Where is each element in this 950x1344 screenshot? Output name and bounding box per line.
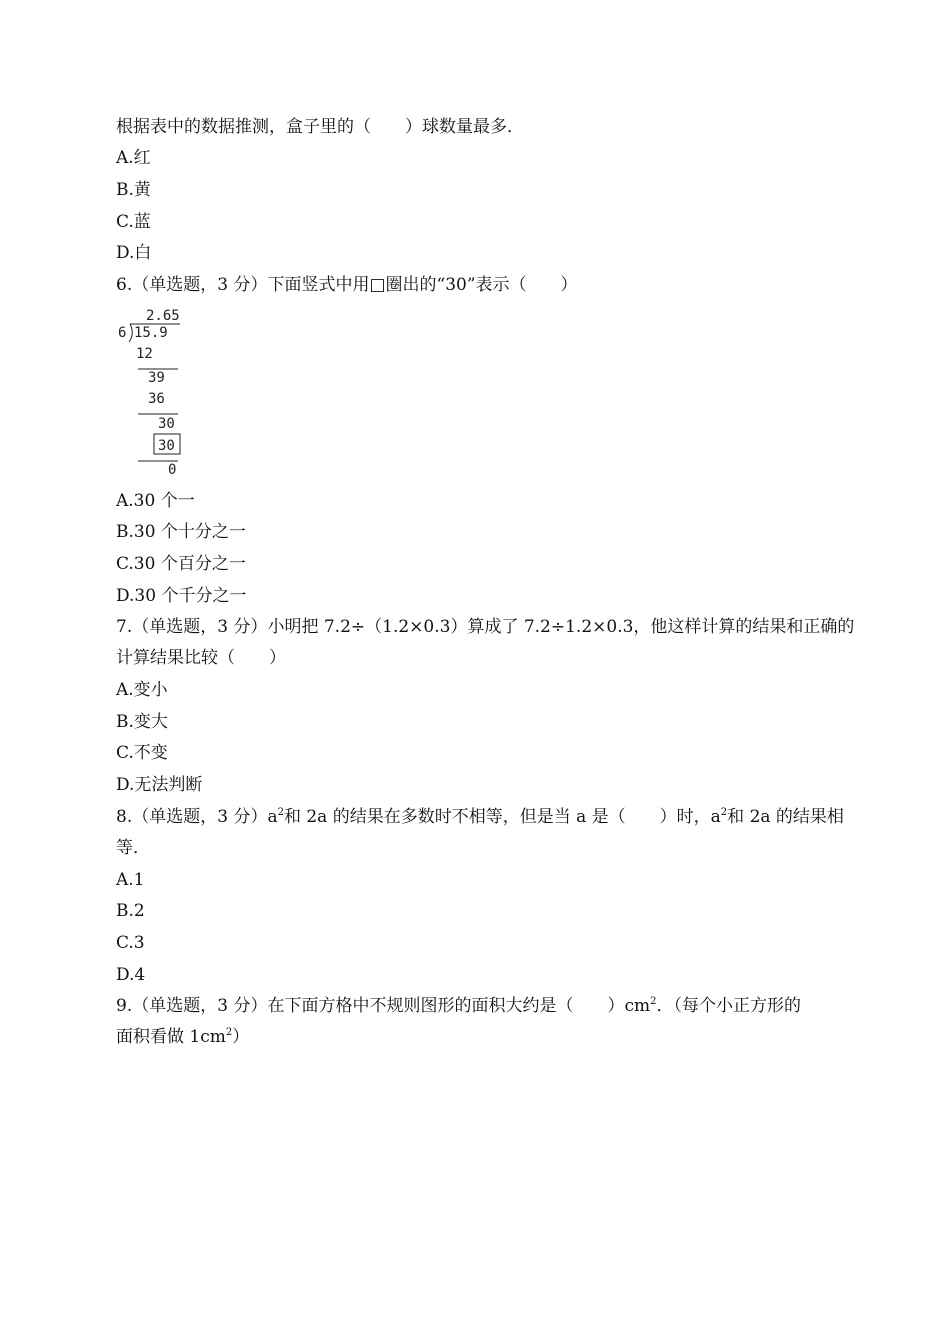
q9-stem-line2 [116,1027,249,1047]
division-quotient: 2.65 [146,308,180,324]
q8-option-b[interactable]: B.2 [116,901,145,921]
q7-stem-line2: 计算结果比较（ ） [116,648,286,668]
q6-option-c[interactable]: C.30 个百分之一 [116,554,246,574]
division-divisor: 6 [118,325,127,341]
q7-stem-line1: 7.（单选题，3 分）小明把 7.2÷（1.2×0.3）算成了 7.2÷1.2×0.3，他这样计算的结果和正确的 [116,617,855,637]
q9-stem-part3: 面积看做 1cm [116,1027,226,1047]
q8-stem-line1 [116,807,844,827]
q8-stem-part1: 8.（单选题，3 分）a [116,807,278,827]
q5-stem: 根据表中的数据推测，盒子里的（ ）球数量最多． [116,117,524,137]
q9-stem-line1 [116,996,801,1016]
q5-option-a[interactable]: A.红 [116,148,151,168]
q8-option-a[interactable]: A.1 [116,870,145,890]
q8-stem-part3: 和 2a 的结果相 [727,807,844,827]
division-dividend: 15.9 [134,325,168,341]
division-step-1: 12 [136,346,153,362]
q9-exponent-2: 2 [225,1027,233,1038]
long-division-figure [116,308,196,478]
q9-stem-part1: 9.（单选题，3 分）在下面方格中不规则图形的面积大约是（ ）cm [116,996,651,1016]
q9-stem-part4: ） [232,1027,250,1047]
q8-option-d[interactable]: D.4 [116,965,146,985]
division-remainder: 0 [168,462,177,478]
q5-option-d[interactable]: D.白 [116,243,152,263]
division-step-5-boxed: 30 [158,438,175,454]
division-step-2: 39 [148,370,165,386]
q7-option-a[interactable]: A.变小 [116,680,168,700]
q7-option-b[interactable]: B.变大 [116,712,168,732]
division-step-4: 30 [158,416,175,432]
q9-exponent-1: 2 [650,996,657,1007]
q6-option-a[interactable]: A.30 个一 [116,491,195,511]
q6-option-b[interactable]: B.30 个十分之一 [116,522,246,542]
q6-stem: 6.（单选题，3 分）下面竖式中用□圈出的“30”表示（ ） [116,275,578,295]
q9-stem-part2: ．（每个小正方形的 [656,996,801,1016]
q8-exponent-2: 2 [720,807,728,818]
q8-stem-line2: 等． [116,838,150,858]
q7-option-d[interactable]: D.无法判断 [116,775,203,795]
q8-option-c[interactable]: C.3 [116,933,145,953]
q6-option-d[interactable]: D.30 个千分之一 [116,586,247,606]
q8-exponent-1: 2 [277,807,284,818]
division-step-3: 36 [148,391,165,407]
q8-stem-part2: 和 2a 的结果在多数时不相等，但是当 a 是（ ）时，a [283,807,721,827]
q7-option-c[interactable]: C.不变 [116,743,168,763]
q5-option-b[interactable]: B.黄 [116,180,151,200]
q5-option-c[interactable]: C.蓝 [116,212,151,232]
